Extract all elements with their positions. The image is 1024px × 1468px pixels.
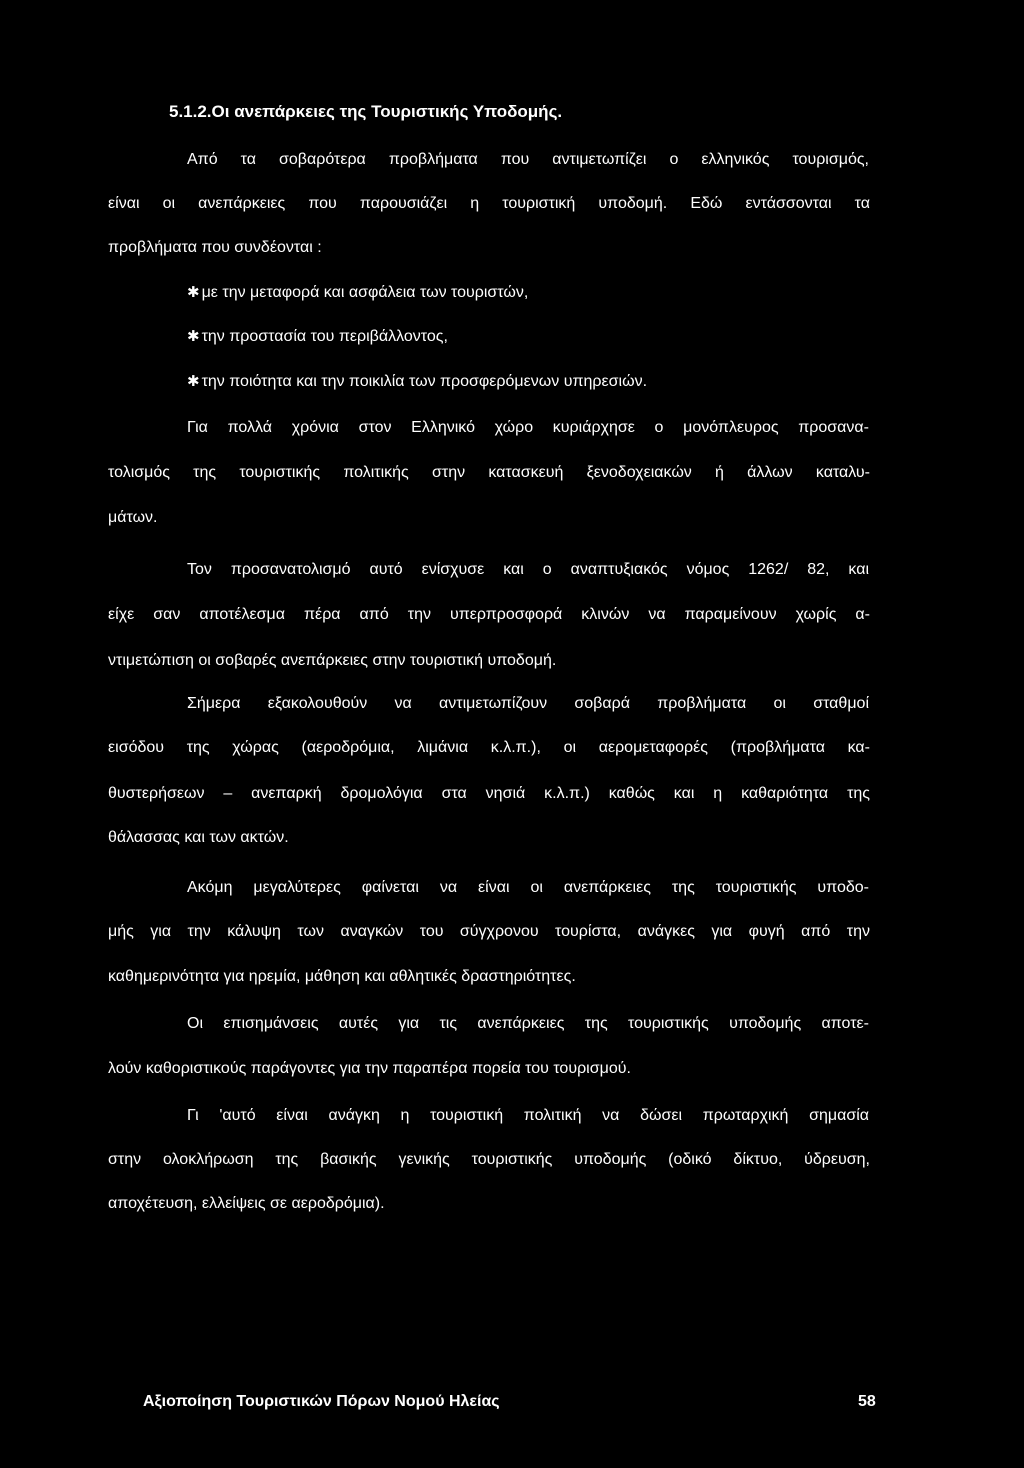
bullet-text: με την μεταφορά και ασφάλεια των τουριστών, (201, 284, 529, 301)
paragraph-6-line-2: λούν καθοριστικούς παράγοντες για την παραπέρα πορεία του τουρισμού. (108, 1060, 631, 1077)
asterisk-bullet-icon: ✱ (187, 373, 200, 390)
paragraph-5-line-3: καθημερινότητα για ηρεμία, μάθηση και αθλητικές δραστηριότητες. (108, 968, 576, 985)
asterisk-bullet-icon: ✱ (187, 328, 200, 345)
paragraph-5-line-1: Ακόμη μεγαλύτερες φαίνεται να είναι οι ανεπάρκειες της τουριστικής υποδο- (187, 879, 869, 896)
bullet-item (187, 372, 647, 392)
paragraph-2-line-3: μάτων. (108, 509, 158, 526)
paragraph-4-line-4: θάλασσας και των ακτών. (108, 829, 289, 846)
paragraph-3-line-3: ντιμετώπιση οι σοβαρές ανεπάρκειες στην τουριστική υποδομή. (108, 652, 557, 669)
footer-title: Αξιοποίηση Τουριστικών Πόρων Νομού Ηλείας (143, 1393, 500, 1410)
bullet-text: την προστασία του περιβάλλοντος, (201, 328, 448, 345)
paragraph-3-line-1: Τον προσανατολισμό αυτό ενίσχυσε και ο αναπτυξιακός νόμος 1262/ 82, και (187, 561, 869, 578)
page-number: 58 (858, 1393, 876, 1410)
paragraph-2-line-1: Για πολλά χρόνια στον Ελληνικό χώρο κυριάρχησε ο μονόπλευρος προσανα- (187, 419, 869, 436)
paragraph-2-line-2: τολισμός της τουριστικής πολιτικής στην κατασκευή ξενοδοχειακών ή άλλων καταλυ- (108, 464, 870, 481)
paragraph-7-line-1: Γι 'αυτό είναι ανάγκη η τουριστική πολιτική να δώσει πρωταρχική σημασία (187, 1107, 869, 1124)
section-heading: 5.1.2.Οι ανεπάρκειες της Τουριστικής Υποδομής. (169, 102, 563, 121)
paragraph-4-line-2: εισόδου της χώρας (αεροδρόμια, λιμάνια κ.λ.π.), οι αερομεταφορές (προβλήματα κα- (108, 739, 870, 756)
paragraph-4-line-1: Σήμερα εξακολουθούν να αντιμετωπίζουν σοβαρά προβλήματα οι σταθμοί (187, 695, 869, 712)
paragraph-1-line-2: είναι οι ανεπάρκειες που παρουσιάζει η τουριστική υποδομή. Εδώ εντάσσονται τα (108, 195, 870, 212)
paragraph-6-line-1: Οι επισημάνσεις αυτές για τις ανεπάρκειες της τουριστικής υποδομής αποτε- (187, 1015, 869, 1032)
paragraph-5-line-2: μής για την κάλυψη των αναγκών του σύγχρονου τουρίστα, ανάγκες για φυγή από την (108, 923, 870, 940)
paragraph-7-line-2: στην ολοκλήρωση της βασικής γενικής τουριστικής υποδομής (οδικό δίκτυο, ύδρευση, (108, 1151, 870, 1168)
bullet-item (187, 283, 528, 303)
bullet-text: την ποιότητα και την ποικιλία των προσφερόμενων υπηρεσιών. (201, 373, 648, 390)
paragraph-7-line-3: αποχέτευση, ελλείψεις σε αεροδρόμια). (108, 1195, 385, 1212)
bullet-item (187, 327, 448, 347)
paragraph-1-line-1: Από τα σοβαρότερα προβλήματα που αντιμετωπίζει ο ελληνικός τουρισμός, (187, 151, 869, 168)
paragraph-3-line-2: είχε σαν αποτέλεσμα πέρα από την υπερπροσφορά κλινών να παραμείνουν χωρίς α- (108, 606, 870, 623)
paragraph-4-line-3: θυστερήσεων – ανεπαρκή δρομολόγια στα νησιά κ.λ.π.) καθώς και η καθαριότητα της (108, 785, 870, 802)
asterisk-bullet-icon: ✱ (187, 284, 200, 301)
paragraph-1-line-3: προβλήματα που συνδέονται : (108, 239, 322, 256)
